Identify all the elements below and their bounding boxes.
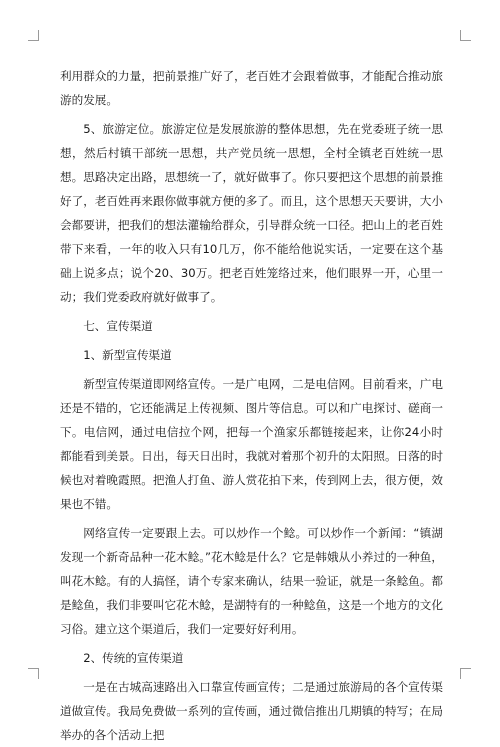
paragraph-continuation: 利用群众的力量，把前景推广好了，老百姓才会跟着做事，才能配合推动旅游的发展。	[60, 69, 443, 107]
paragraph-network-publicity: 新型宣传渠道即网络宣传。一是广电网，二是电信网。目前看来，广电还是不错的，它还能满足上传视频、图片等信息。可以和广电探讨、磋商一下。电信网，通过电信拉个网，把每一个渔家乐都链接起来，让你24小时都能看到美景。日出，每天日出时，我就对着那个初升的太阳照。日落的时候也对着晚霞照。把渔人打鱼、游人赏花拍下来，传到网上去，很方便，效果也不错。	[60, 377, 443, 511]
corner-crop-mark-top-right	[460, 30, 471, 41]
corner-crop-mark-bottom-left	[28, 668, 39, 679]
document-body	[60, 64, 443, 747]
paragraph-online-hype: 网络宣传一定要跟上去。可以炒作一个鲶。可以炒作一个新闻：“镇湖发现一个新奇品种一花木鲶。”花木鲶是什么？它是韩娥从小养过的一种鱼，叫花木鲶。有的人搞怪，请个专家来确认，结果一验证，就是一条鲶鱼。都是鲶鱼，我们非要叫它花木鲶，是湖特有的一种鲶鱼，这是一个地方的文化习俗。建立这个渠道后，我们一定要好好利用。	[60, 526, 443, 636]
corner-crop-mark-top-left	[28, 30, 39, 41]
subheading-new-channels: 1、新型宣传渠道	[83, 348, 172, 362]
subheading-traditional-channels: 2、传统的宣传渠道	[83, 651, 184, 665]
paragraph-traditional-publicity: 一是在古城高速路出入口靠宣传画宣传；二是通过旅游局的各个宣传渠道做宣传。我局免费做一系列的宣传画，通过微信推出几期镇的特写；在局举办的各个活动上把	[60, 680, 443, 742]
section-heading-publicity-channels: 七、宣传渠道	[83, 319, 153, 333]
corner-crop-mark-bottom-right	[460, 668, 471, 679]
paragraph-tourism-positioning: 5、旅游定位。旅游定位是发展旅游的整体思想，先在党委班子统一思想，然后村镇干部统一思想，共产党员统一思想，全村全镇老百姓统一思想。思路决定出路，思想统一了，就好做事了。你只要把这个思想的前景推好了，老百姓再来跟你做事就方便的多了。而且，这个思想天天要讲，大小会都要讲，把我们的想法灌输给群众，引导群众统一口径。把山上的老百姓带下来看，一年的收入只有10几万，你不能给他说实话，一定要在这个基础上说多点；说个20、30万。把老百姓笼络过来，他们眼界一开，心里一动；我们党委政府就好做事了。	[60, 122, 443, 304]
